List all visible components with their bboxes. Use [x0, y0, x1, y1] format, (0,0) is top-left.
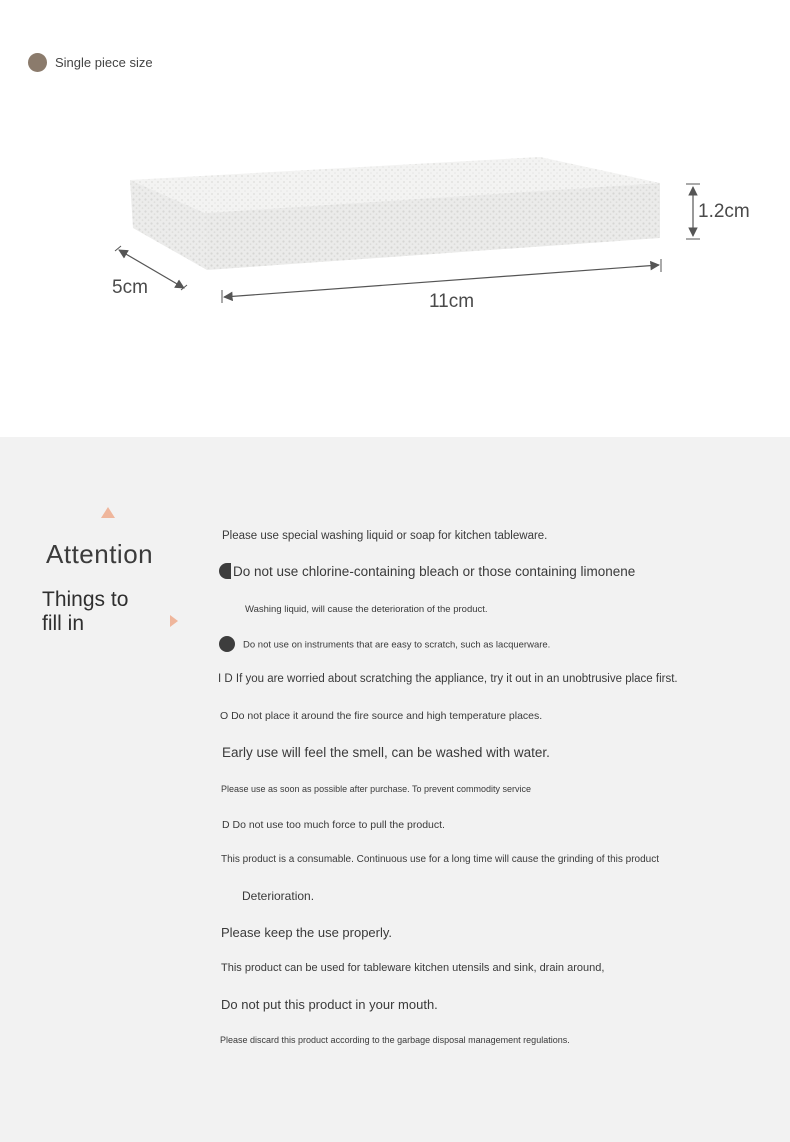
attention-item: Washing liquid, will cause the deterioration of the product.: [245, 604, 488, 615]
length-dimension-label: 11cm: [429, 291, 475, 312]
attention-item: O Do not place it around the fire source and high temperature places.: [220, 710, 543, 722]
attention-item: Please use special washing liquid or soap for kitchen tableware.: [222, 530, 548, 542]
attention-title: Attention: [46, 539, 154, 569]
width-dimension-label: 5cm: [112, 277, 148, 298]
bullet-icon: [219, 636, 235, 652]
attention-subtitle-line: Things to: [42, 588, 129, 611]
attention-item: Please keep the use properly.: [221, 925, 393, 940]
attention-item: Do not use on instruments that are easy to scratch, such as lacquerware.: [219, 637, 550, 653]
sponge-illustration: [0, 0, 790, 437]
attention-item: I D If you are worried about scratching the appliance, try it out in an unobtrusive place first.: [218, 673, 678, 685]
attention-item: Please use as soon as possible after purchase. To prevent commodity service: [221, 784, 531, 794]
decorative-triangle-icon: [101, 507, 115, 518]
attention-item: This product is a consumable. Continuous use for a long time will cause the grinding of this product: [221, 854, 660, 865]
attention-subtitle-line: fill in: [42, 612, 85, 635]
attention-item: Early use will feel the smell, can be washed with water.: [222, 745, 550, 760]
bullet-icon: [219, 563, 231, 579]
attention-item: D Do not use too much force to pull the product.: [222, 819, 445, 831]
attention-item: Please discard this product according to the garbage disposal management regulations.: [220, 1035, 570, 1045]
attention-item: This product can be used for tableware kitchen utensils and sink, drain around,: [221, 962, 605, 974]
attention-subtitle: [42, 588, 182, 636]
attention-item: Deterioration.: [242, 889, 315, 903]
attention-item: Do not put this product in your mouth.: [221, 997, 438, 1012]
height-dimension-label: 1.2cm: [698, 201, 750, 222]
attention-item: Do not use chlorine-containing bleach or those containing limonene: [219, 564, 635, 580]
size-section-label: Single piece size: [55, 55, 153, 70]
